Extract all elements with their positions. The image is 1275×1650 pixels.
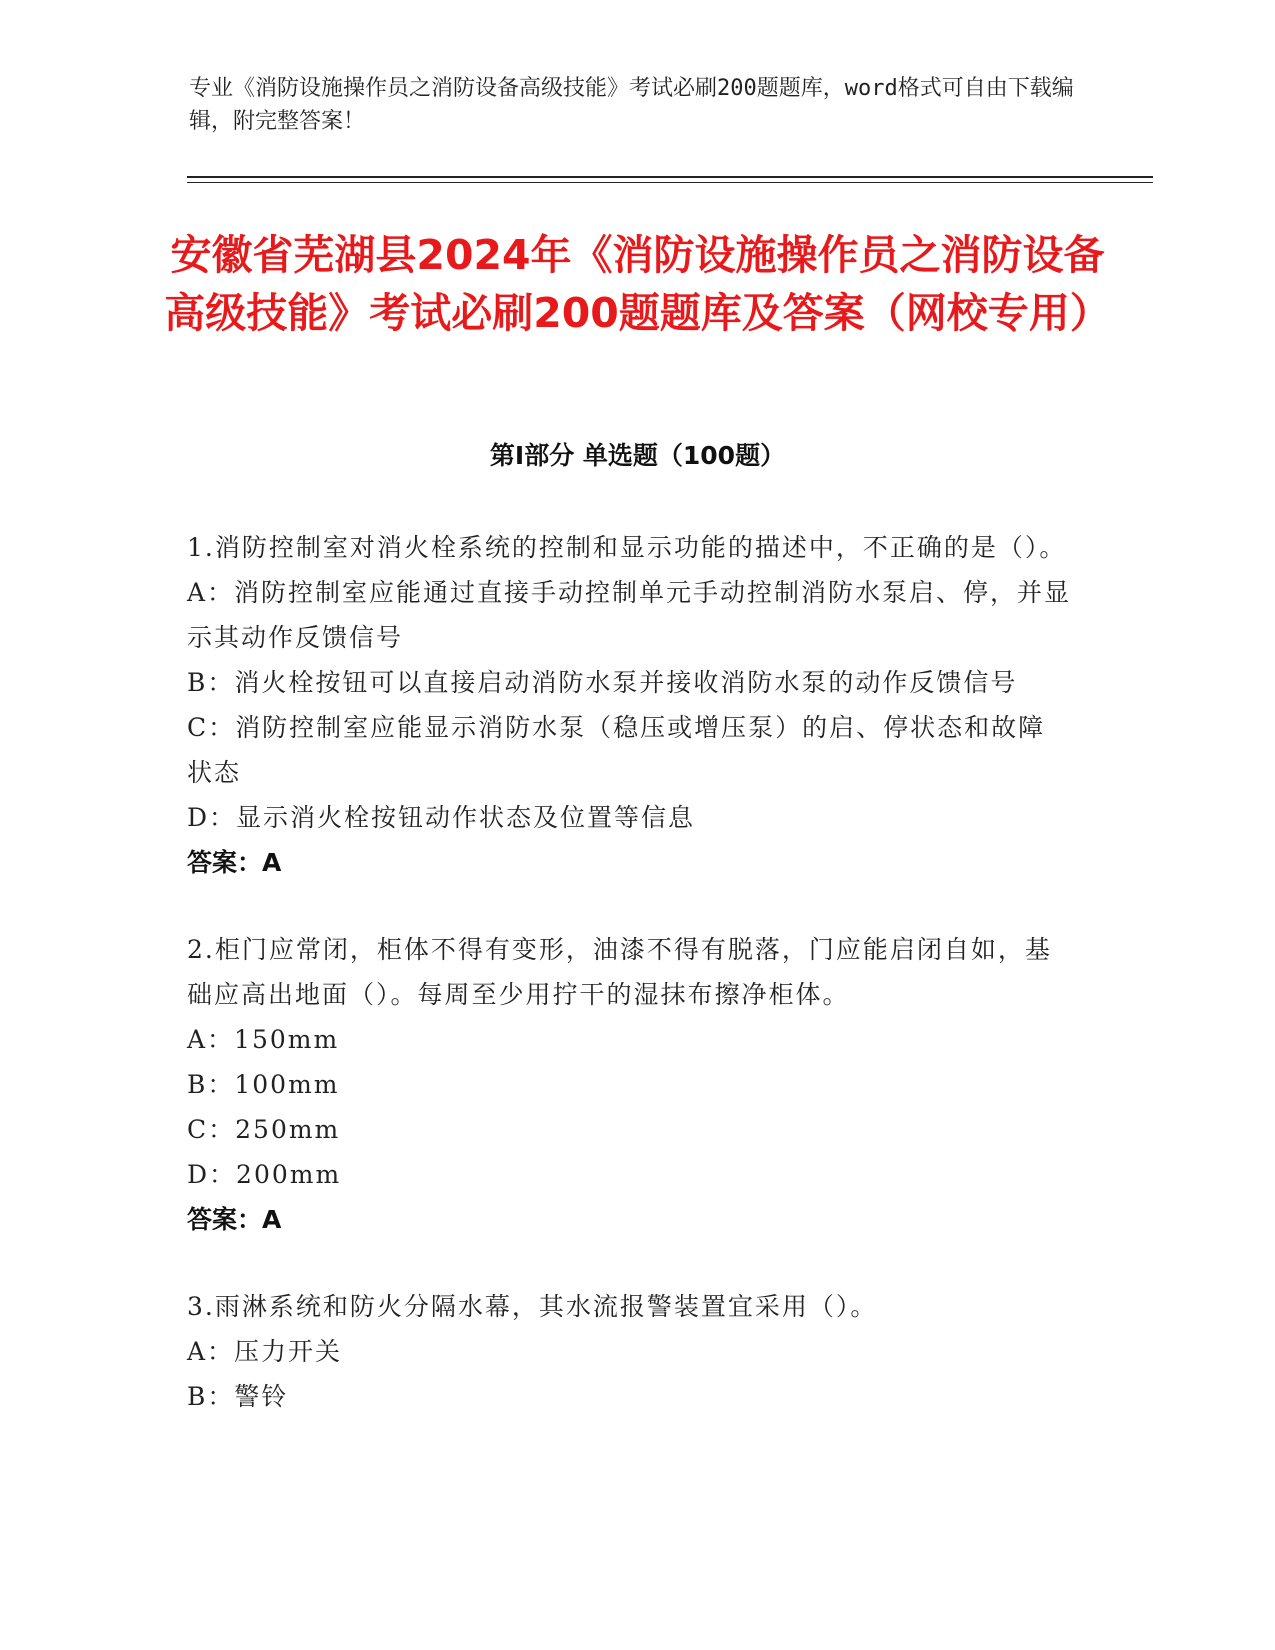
answer-line (187, 840, 1072, 885)
answer-prefix: 答案： (187, 848, 263, 877)
option-c: C：消防控制室应能显示消防水泵（稳压或增压泵）的启、停状态和故障状态 (187, 713, 1046, 787)
header-rule-thick (187, 176, 1153, 178)
header-rule-thin (187, 182, 1153, 183)
answer-value: A (262, 1205, 282, 1234)
answer-value: A (262, 848, 282, 877)
header-note: 专业《消防设施操作员之消防设备高级技能》考试必刷200题题库，word格式可自由下载编辑，附完整答案！ (189, 76, 1074, 134)
option-a: A：压力开关 (187, 1337, 343, 1366)
option-c: C：250mm (187, 1115, 341, 1144)
document-title: 安徽省芜湖县2024年《消防设施操作员之消防设备高级技能》考试必刷200题题库及答案（网校专用） (164, 231, 1111, 337)
option-a: A：150mm (187, 1025, 340, 1054)
question-1 (187, 525, 1072, 885)
question-text: 2.柜门应常闭，柜体不得有变形，油漆不得有脱落，门应能启闭自如，基础应高出地面（）。每周至少用拧干的湿抹布擦净柜体。 (187, 935, 1052, 1009)
question-list (187, 525, 1072, 1461)
option-a: A：消防控制室应能通过直接手动控制单元手动控制消防水泵启、停，并显示其动作反馈信号 (187, 578, 1072, 652)
option-b: B：消火栓按钮可以直接启动消防水泵并接收消防水泵的动作反馈信号 (187, 668, 1018, 697)
question-2 (187, 927, 1072, 1242)
question-3 (187, 1284, 1072, 1419)
answer-prefix: 答案： (187, 1205, 263, 1234)
question-text: 3.雨淋系统和防火分隔水幕，其水流报警装置宜采用（）。 (187, 1292, 878, 1321)
option-d: D：显示消火栓按钮动作状态及位置等信息 (187, 803, 696, 832)
option-d: D：200mm (187, 1160, 342, 1189)
option-b: B：100mm (187, 1070, 340, 1099)
section-heading: 第I部分 单选题（100题） (489, 441, 786, 470)
question-text: 1.消防控制室对消火栓系统的控制和显示功能的描述中，不正确的是（）。 (187, 533, 1067, 562)
answer-line (187, 1197, 1072, 1242)
option-b: B：警铃 (187, 1382, 289, 1411)
